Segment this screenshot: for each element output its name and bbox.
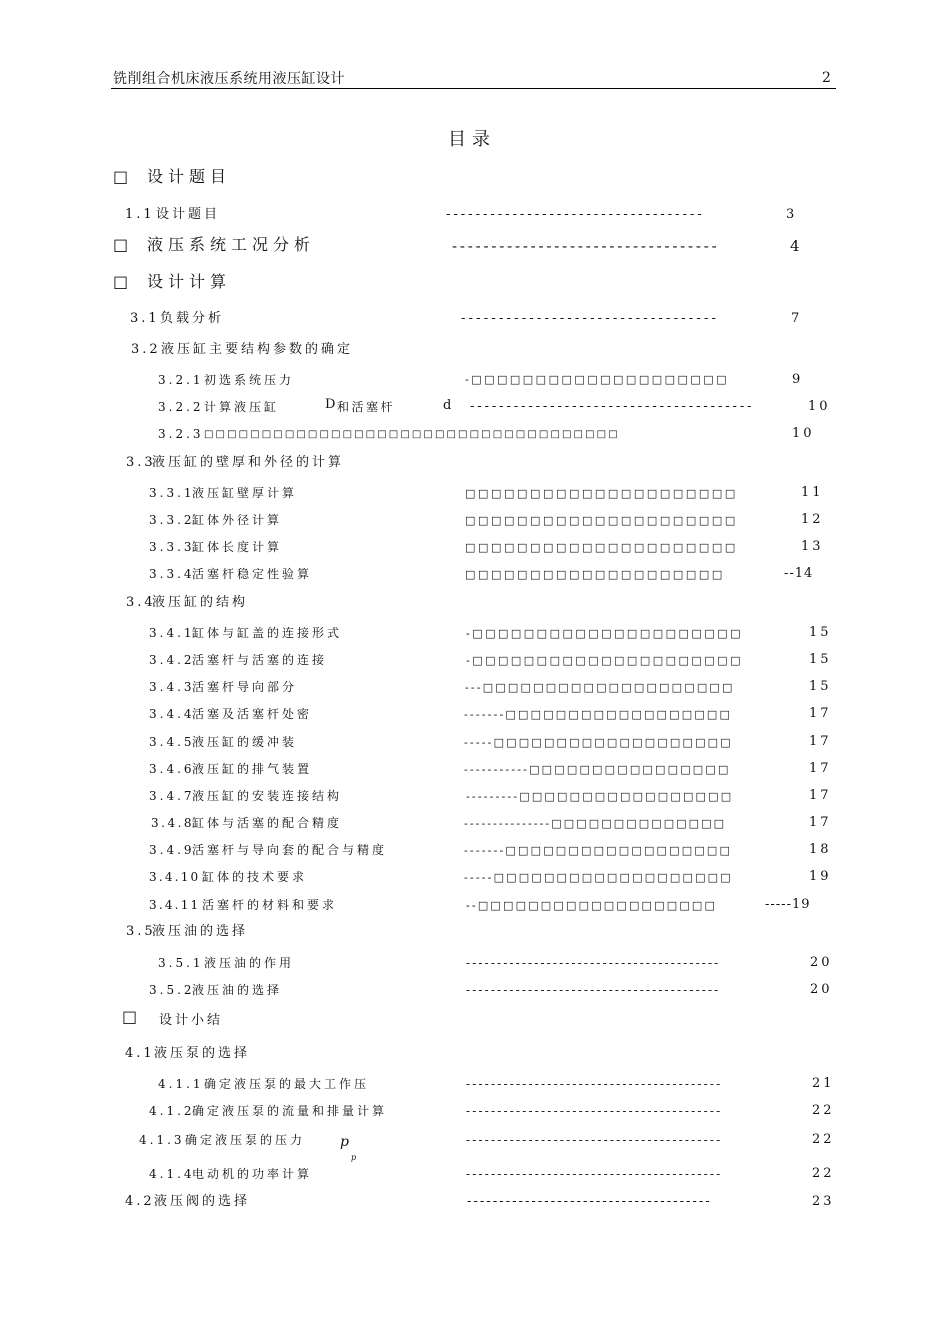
toc-chapter-number: □ [113, 235, 134, 254]
toc-entry-number: 3.2 [131, 342, 161, 357]
toc-entry-title: 液压缸的缓冲装 [192, 735, 298, 749]
toc-entry-leader: -□□□□□□□□□□□□□□□□□□□□□ [466, 654, 743, 667]
toc-entry-page: 17 [809, 734, 832, 749]
toc-entry-number: 3.2.3 [158, 427, 204, 441]
toc-entry-page: 10 [808, 399, 831, 414]
toc-entry-number: 1.1 [125, 207, 155, 222]
toc-entry-page: 11 [801, 485, 824, 500]
toc-entry-leader: ----------------------------------------- [466, 1104, 723, 1118]
toc-entry-page: 22 [812, 1166, 835, 1181]
toc-entry-number: 3.4.10 [149, 870, 201, 884]
toc-entry-title: 液压缸的结构 [152, 595, 249, 610]
toc-entry-title: 确定液压泵的压力 [185, 1133, 306, 1147]
toc-entry-title: 液压缸主要结构参数的确定 [161, 342, 354, 357]
toc-entry-page: 17 [809, 788, 832, 803]
toc-chapter-title: 液压系统工况分析 [147, 235, 316, 254]
toc-entry-leader: -------□□□□□□□□□□□□□□□□□□ [464, 844, 733, 857]
toc-entry-page: 15 [809, 679, 832, 694]
toc-entry-number: 3.3.2 [149, 513, 195, 527]
toc-entry-leader: -------□□□□□□□□□□□□□□□□□□ [464, 708, 733, 721]
toc-entry-leader: ---------------□□□□□□□□□□□□□□ [464, 817, 727, 830]
toc-entry-number: 3.1 [130, 311, 160, 326]
diameter-symbol-d: d [443, 398, 452, 413]
toc-entry-page: 22 [812, 1132, 835, 1147]
toc-entry-number: 3.3.4 [149, 567, 195, 581]
toc-entry-leader: □□□□□□□□□□□□□□□□□□□□□ [465, 487, 738, 500]
toc-entry-number: 3.4.8 [151, 816, 195, 830]
toc-entry-number: 4.2 [125, 1194, 155, 1209]
toc-entry-title: 缸体与缸盖的连接形式 [192, 626, 343, 640]
toc-entry-number: 4.1 [125, 1046, 155, 1061]
toc-entry-page: 12 [801, 512, 824, 527]
toc-entry-page: 20 [810, 982, 833, 997]
toc-entry-number: 3.3.3 [149, 540, 195, 554]
toc-entry-page: 23 [812, 1194, 835, 1209]
toc-entry-title: 缸体外径计算 [192, 513, 283, 527]
toc-entry-number: 3.3.1 [149, 486, 195, 500]
header-page-number: 2 [822, 70, 831, 86]
pressure-symbol-p: p [340, 1134, 349, 1150]
toc-entry-title: 计算液压缸 [204, 400, 280, 414]
toc-entry-page: 21 [812, 1076, 835, 1091]
toc-entry-number: 3.3 [126, 455, 156, 470]
toc-chapter-number: □ [122, 1007, 143, 1026]
toc-entry-leader: ----------------------------------------- [466, 983, 721, 997]
toc-entry-number: 3.4.4 [149, 707, 195, 721]
toc-entry-number: 3.4.5 [149, 735, 195, 749]
toc-entry-number: 3.4.11 [149, 898, 201, 912]
toc-entry-leader: -□□□□□□□□□□□□□□□□□□□□ [465, 373, 730, 386]
toc-entry-title: 缸体长度计算 [192, 540, 283, 554]
toc-entry-leader: ----------------------------------------- [466, 956, 721, 970]
toc-entry-leader: -□□□□□□□□□□□□□□□□□□□□□ [466, 627, 743, 640]
toc-entry-title: 液压缸的安装连接结构 [192, 789, 343, 803]
toc-entry-title: 负载分析 [160, 311, 225, 326]
toc-entry-title: 液压泵的选择 [154, 1046, 251, 1061]
toc-entry-page: 13 [801, 539, 824, 554]
toc-entry-number: 3.5 [126, 924, 156, 939]
toc-chapter-title: 设计计算 [147, 272, 232, 291]
pressure-symbol-subscript: p [351, 1153, 357, 1162]
toc-entry-title: 确定液压泵的最大工作压 [204, 1077, 370, 1091]
toc-entry-page: 22 [812, 1103, 835, 1118]
toc-entry-leader: -------------------------------------- [467, 1194, 712, 1209]
toc-entry-title: □□□□□□□□□□□□□□□□□□□□□□□□□□□□□□□□□□□□ [204, 429, 620, 440]
toc-entry-page: 20 [810, 955, 833, 970]
toc-entry-leader: ---------□□□□□□□□□□□□□□□□□ [466, 790, 734, 803]
toc-entry-page: 19 [809, 869, 832, 884]
toc-entry-title: 活塞杆与导向套的配合与精度 [192, 843, 388, 857]
toc-entry-leader: □□□□□□□□□□□□□□□□□□□□□ [465, 514, 738, 527]
toc-chapter-number: □ [113, 272, 134, 291]
toc-entry-leader: --□□□□□□□□□□□□□□□□□□□ [466, 899, 718, 912]
toc-chapter-number: □ [113, 167, 134, 186]
toc-entry-page: 7 [791, 311, 803, 326]
toc-entry-number: 3.5.2 [149, 983, 195, 997]
toc-entry-title: 确定液压泵的流量和排量计算 [192, 1104, 388, 1118]
toc-entry-number: 3.4.7 [149, 789, 195, 803]
toc-entry-title: 活塞及活塞杆处密 [192, 707, 313, 721]
toc-entry-title: 液压阀的选择 [154, 1194, 251, 1209]
toc-entry-title: 缸体与活塞的配合精度 [192, 816, 343, 830]
toc-entry-title: 活塞杆与活塞的连接 [192, 653, 328, 667]
toc-entry-title: 液压油的选择 [192, 983, 283, 997]
toc-entry-leader: -----□□□□□□□□□□□□□□□□□□□ [464, 871, 733, 884]
toc-entry-page: 15 [809, 625, 832, 640]
toc-entry-number: 3.4.1 [149, 626, 195, 640]
toc-entry-page: 10 [792, 426, 815, 441]
toc-entry-title-mid: 和活塞杆 [337, 400, 396, 414]
toc-entry-title: 设计题目 [156, 207, 221, 222]
toc-entry-leader: -----------□□□□□□□□□□□□□□□□ [464, 763, 731, 776]
header-rule [111, 88, 836, 89]
toc-entry-title: 活塞杆导向部分 [192, 680, 298, 694]
toc-entry-title: 液压油的作用 [204, 956, 295, 970]
diameter-symbol-D: D [325, 397, 336, 412]
toc-entry-leader: ----------------------------------------- [466, 1077, 723, 1091]
toc-entry-leader: --------------------------------------- [470, 399, 755, 414]
toc-entry-title: 电动机的功率计算 [192, 1167, 313, 1181]
toc-entry-page: -----19 [765, 897, 811, 912]
header-title: 铣削组合机床液压系统用液压缸设计 [113, 71, 345, 87]
toc-entry-number: 3.2.1 [158, 373, 204, 387]
toc-entry-leader: ---------------------------------- [452, 237, 720, 255]
toc-entry-page: 9 [792, 372, 804, 387]
toc-entry-number: 3.4 [126, 595, 156, 610]
toc-entry-page: 18 [809, 842, 832, 857]
toc-entry-number: 3.4.3 [149, 680, 195, 694]
toc-entry-number: 4.1.4 [149, 1167, 195, 1181]
toc-entry-leader: ---□□□□□□□□□□□□□□□□□□□□ [465, 681, 735, 694]
toc-entry-title: 液压缸的壁厚和外径的计算 [152, 455, 345, 470]
toc-entry-page: --14 [784, 566, 814, 581]
toc-entry-number: 3.4.2 [149, 653, 195, 667]
toc-entry-title: 缸体的技术要求 [202, 870, 308, 884]
toc-entry-page: 15 [809, 652, 832, 667]
toc-entry-page: 3 [786, 207, 798, 222]
toc-entry-page: 4 [790, 237, 804, 255]
toc-chapter-title: 设计题目 [147, 167, 232, 186]
toc-entry-number: 4.1.2 [149, 1104, 195, 1118]
toc-entry-title: 液压缸壁厚计算 [192, 486, 298, 500]
toc-entry-leader: ----------------------------------------- [466, 1167, 723, 1181]
toc-entry-page: 17 [809, 706, 832, 721]
toc-entry-number: 3.2.2 [158, 400, 204, 414]
toc-entry-leader: □□□□□□□□□□□□□□□□□□□□ [465, 568, 725, 581]
toc-chapter-title: 设计小结 [159, 1013, 224, 1028]
toc-entry-leader: -----□□□□□□□□□□□□□□□□□□□ [464, 736, 733, 749]
toc-entry-title: 液压油的选择 [152, 924, 249, 939]
toc-entry-number: 4.1.3 [139, 1133, 185, 1147]
toc-entry-title: 初选系统压力 [204, 373, 295, 387]
toc-entry-leader: ----------------------------------- [446, 207, 705, 222]
toc-entry-leader: ----------------------------------------- [466, 1133, 723, 1147]
toc-entry-number: 3.5.1 [158, 956, 204, 970]
toc-title: 目录 [448, 129, 496, 150]
toc-entry-title: 液压缸的排气装置 [192, 762, 313, 776]
toc-entry-leader: ---------------------------------- [461, 311, 720, 326]
toc-entry-title: 活塞杆的材料和要求 [202, 898, 338, 912]
toc-entry-number: 3.4.6 [149, 762, 195, 776]
toc-entry-number: 3.4.9 [149, 843, 195, 857]
toc-entry-page: 17 [809, 761, 832, 776]
toc-entry-number: 4.1.1 [158, 1077, 204, 1091]
toc-entry-leader: □□□□□□□□□□□□□□□□□□□□□ [465, 541, 738, 554]
toc-entry-page: 17 [809, 815, 832, 830]
toc-entry-title: 活塞杆稳定性验算 [192, 567, 313, 581]
